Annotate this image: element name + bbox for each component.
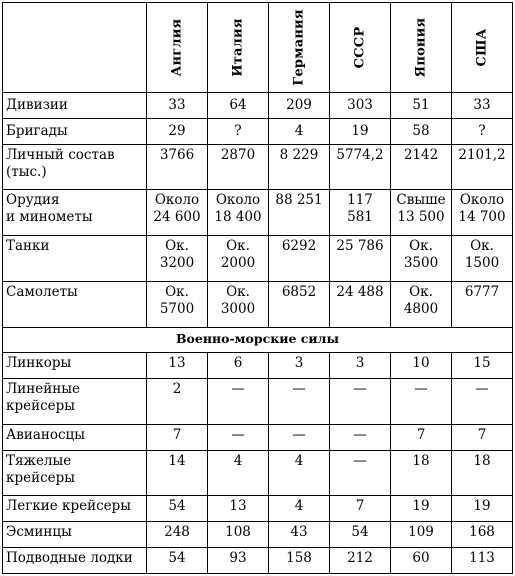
row-label: Линейные крейсеры (3, 379, 147, 425)
table-row (3, 144, 513, 190)
row-label: Авианосцы (3, 424, 147, 450)
column-header-italy (208, 3, 269, 93)
table-row (3, 496, 513, 522)
corner-cell (3, 3, 147, 93)
table-cell: — (208, 379, 269, 425)
table-cell: 5774,2 (330, 144, 391, 190)
row-label: Бригады (3, 118, 147, 144)
table-cell: 168 (452, 522, 513, 548)
table-cell: 108 (208, 522, 269, 548)
row-label: Легкие крейсеры (3, 496, 147, 522)
table-cell: 54 (147, 548, 208, 574)
column-header-label: Германия (291, 9, 307, 86)
table-row (3, 548, 513, 574)
table-cell: 113 (452, 548, 513, 574)
table-cell: ? (208, 118, 269, 144)
table-cell: 19 (452, 496, 513, 522)
table-cell: 2870 (208, 144, 269, 190)
table-cell: 33 (452, 93, 513, 119)
column-header-usa (452, 3, 513, 93)
table-cell: 29 (147, 118, 208, 144)
table-cell: — (330, 450, 391, 496)
section-row (3, 327, 513, 353)
table-cell: Ок. 1500 (452, 236, 513, 282)
table-cell: 64 (208, 93, 269, 119)
table-cell: — (330, 379, 391, 425)
table-cell: 6292 (269, 236, 330, 282)
table-cell: 13 (147, 353, 208, 379)
table-cell: 24 488 (330, 281, 391, 327)
table-cell: 3766 (147, 144, 208, 190)
table-row (3, 424, 513, 450)
row-label: Эсминцы (3, 522, 147, 548)
table-cell: 10 (391, 353, 452, 379)
table-cell: 7 (452, 424, 513, 450)
table-cell: ? (452, 118, 513, 144)
table-cell: Ок. 3200 (147, 236, 208, 282)
table-cell: 2142 (391, 144, 452, 190)
table-row (3, 522, 513, 548)
table-cell: Около 24 600 (147, 190, 208, 236)
table-row (3, 353, 513, 379)
table-cell: — (269, 379, 330, 425)
table-row (3, 118, 513, 144)
column-header-japan (391, 3, 452, 93)
table-cell: 158 (269, 548, 330, 574)
table-cell: 51 (391, 93, 452, 119)
table-cell: 4 (269, 496, 330, 522)
table-cell: 7 (330, 496, 391, 522)
table-cell: 6777 (452, 281, 513, 327)
table-cell: 303 (330, 93, 391, 119)
table-cell: 13 (208, 496, 269, 522)
table-cell: 18 (452, 450, 513, 496)
column-header-label: Италия (230, 18, 246, 77)
table-cell: 2 (147, 379, 208, 425)
table-cell: 18 (391, 450, 452, 496)
table-row (3, 93, 513, 119)
table-cell: 43 (269, 522, 330, 548)
table-row (3, 236, 513, 282)
table-cell: 25 786 (330, 236, 391, 282)
table-cell: 4 (269, 118, 330, 144)
table-cell: 15 (452, 353, 513, 379)
column-header-germany (269, 3, 330, 93)
section-title: Военно-морские силы (3, 327, 513, 353)
table-cell: 209 (269, 93, 330, 119)
row-label: Самолеты (3, 281, 147, 327)
table-cell: 19 (330, 118, 391, 144)
row-label: Тяжелые крейсеры (3, 450, 147, 496)
column-header-ussr (330, 3, 391, 93)
table-cell: — (208, 424, 269, 450)
row-label: Подводные лодки (3, 548, 147, 574)
table-cell: Около 18 400 (208, 190, 269, 236)
table-row (3, 450, 513, 496)
table-cell: — (391, 379, 452, 425)
column-header-label: Англия (169, 18, 185, 77)
table-cell: Ок. 5700 (147, 281, 208, 327)
table-cell: 6 (208, 353, 269, 379)
table-cell: 117 581 (330, 190, 391, 236)
table-cell: 2101,2 (452, 144, 513, 190)
row-label: Танки (3, 236, 147, 282)
table-cell: 109 (391, 522, 452, 548)
table-cell: 7 (391, 424, 452, 450)
table-row (3, 379, 513, 425)
row-label: Орудия и минометы (3, 190, 147, 236)
table-cell: 7 (147, 424, 208, 450)
table-cell: 212 (330, 548, 391, 574)
table-cell: 58 (391, 118, 452, 144)
table-cell: 6852 (269, 281, 330, 327)
table-cell: 3 (269, 353, 330, 379)
table-cell: 8 229 (269, 144, 330, 190)
table-cell: 33 (147, 93, 208, 119)
table-cell: 54 (147, 496, 208, 522)
table-cell: 88 251 (269, 190, 330, 236)
column-header-label: СССР (352, 26, 368, 69)
column-header-label: США (474, 28, 490, 67)
table-cell: — (330, 424, 391, 450)
table-row (3, 281, 513, 327)
table-cell: 3 (330, 353, 391, 379)
column-header-england (147, 3, 208, 93)
table-cell: Свыше 13 500 (391, 190, 452, 236)
table-cell: 19 (391, 496, 452, 522)
table-cell: Около 14 700 (452, 190, 513, 236)
header-row (3, 3, 513, 93)
table-cell: Ок. 2000 (208, 236, 269, 282)
armed-forces-table (2, 2, 513, 574)
table-cell: — (269, 424, 330, 450)
table-cell: 4 (269, 450, 330, 496)
table-cell: Ок. 4800 (391, 281, 452, 327)
table-cell: — (452, 379, 513, 425)
table-cell: 248 (147, 522, 208, 548)
table-row (3, 190, 513, 236)
table-cell: 93 (208, 548, 269, 574)
column-header-label: Япония (413, 17, 429, 78)
row-label: Линкоры (3, 353, 147, 379)
table-cell: 54 (330, 522, 391, 548)
table-cell: Ок. 3500 (391, 236, 452, 282)
table-cell: 60 (391, 548, 452, 574)
table-cell: 4 (208, 450, 269, 496)
table-cell: 14 (147, 450, 208, 496)
row-label: Личный состав (тыс.) (3, 144, 147, 190)
row-label: Дивизии (3, 93, 147, 119)
table-cell: Ок. 3000 (208, 281, 269, 327)
